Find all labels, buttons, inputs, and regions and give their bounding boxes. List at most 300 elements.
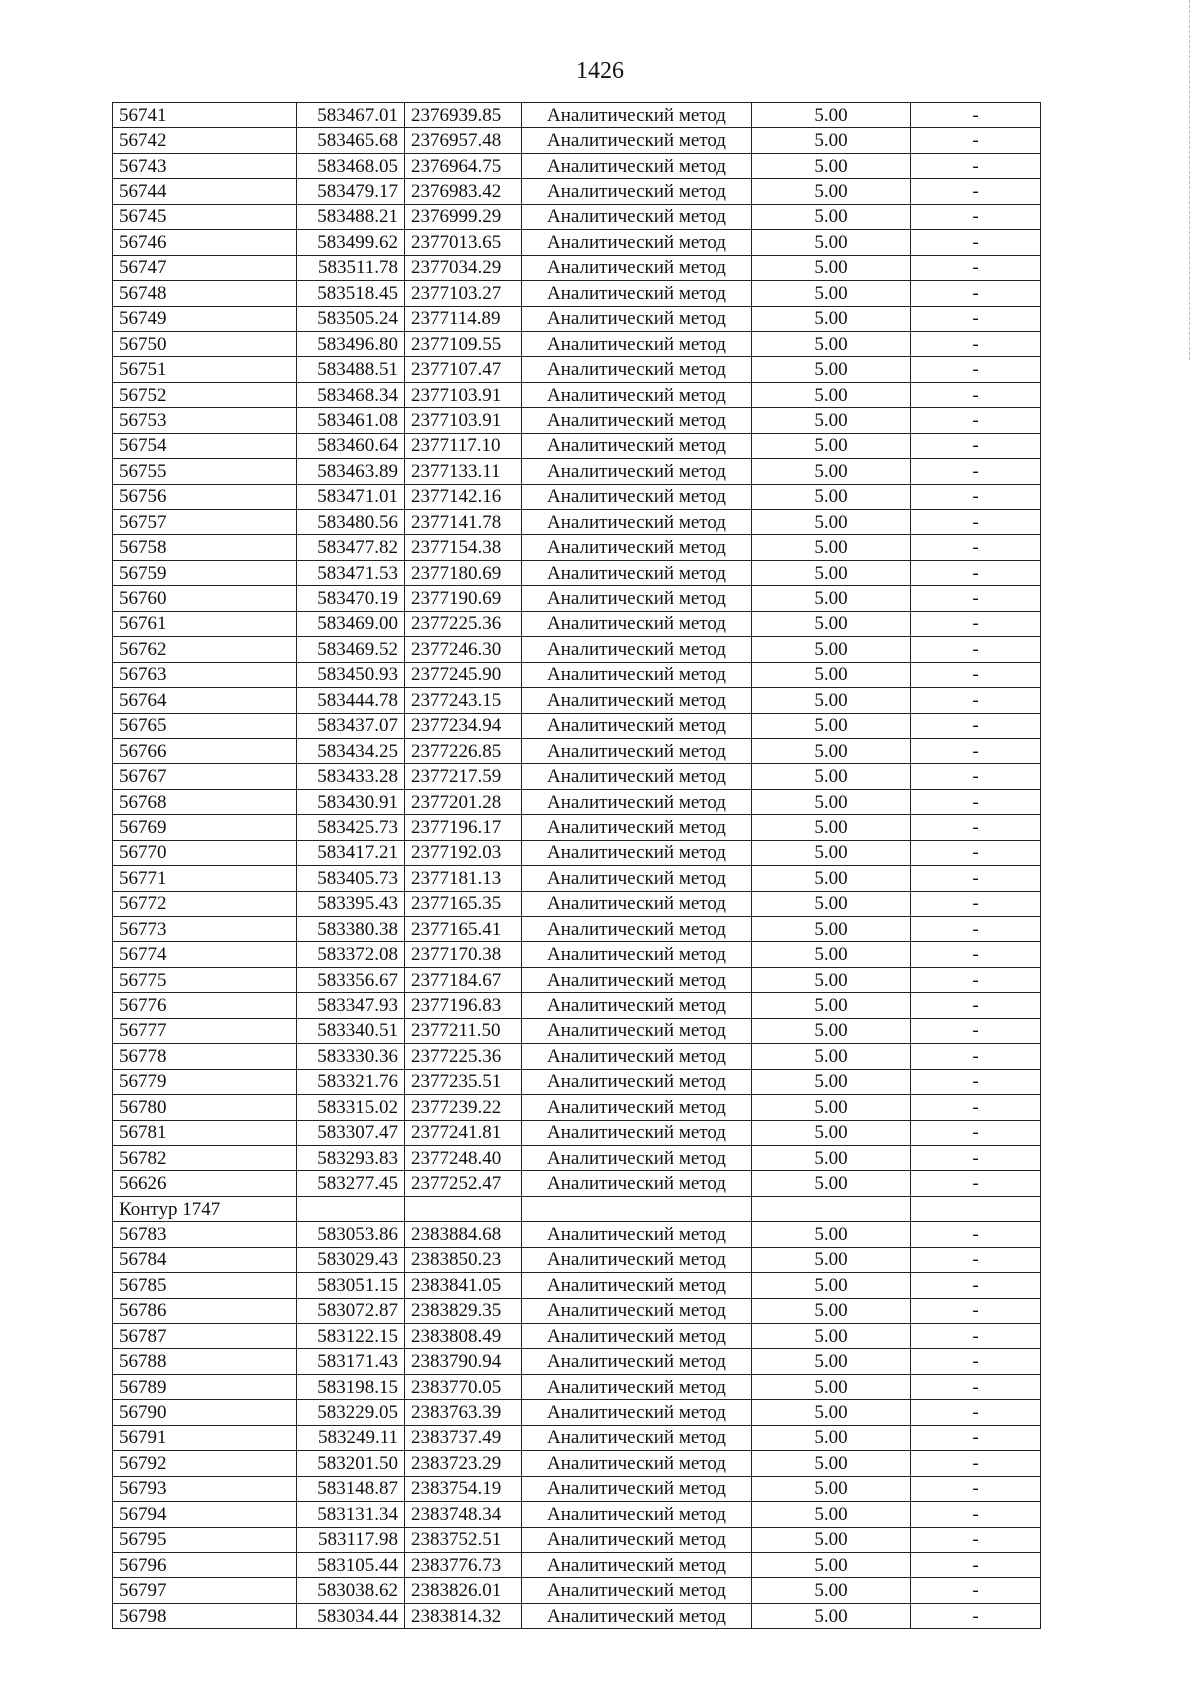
x-coordinate-cell: 583171.43 xyxy=(297,1349,405,1374)
x-coordinate-cell: 583468.05 xyxy=(297,153,405,178)
y-coordinate-cell: 2383770.05 xyxy=(405,1374,522,1399)
table-row xyxy=(113,917,1041,942)
description-cell: - xyxy=(911,1578,1041,1603)
error-cell: 5.00 xyxy=(752,128,911,153)
method-cell: Аналитический метод xyxy=(522,153,752,178)
description-cell: - xyxy=(911,840,1041,865)
error-cell: 5.00 xyxy=(752,357,911,382)
section-empty-cell xyxy=(522,1196,752,1221)
table-row xyxy=(113,1273,1041,1298)
x-coordinate-cell: 583148.87 xyxy=(297,1476,405,1501)
description-cell: - xyxy=(911,942,1041,967)
section-empty-cell xyxy=(752,1196,911,1221)
method-cell: Аналитический метод xyxy=(522,840,752,865)
method-cell: Аналитический метод xyxy=(522,230,752,255)
method-cell: Аналитический метод xyxy=(522,637,752,662)
y-coordinate-cell: 2383754.19 xyxy=(405,1476,522,1501)
error-cell: 5.00 xyxy=(752,993,911,1018)
table-row xyxy=(113,586,1041,611)
x-coordinate-cell: 583488.51 xyxy=(297,357,405,382)
table-row xyxy=(113,1171,1041,1196)
error-cell: 5.00 xyxy=(752,1044,911,1069)
x-coordinate-cell: 583480.56 xyxy=(297,510,405,535)
method-cell: Аналитический метод xyxy=(522,560,752,585)
x-coordinate-cell: 583496.80 xyxy=(297,331,405,356)
y-coordinate-cell: 2377114.89 xyxy=(405,306,522,331)
x-coordinate-cell: 583029.43 xyxy=(297,1247,405,1272)
point-id-cell: 56752 xyxy=(113,382,297,407)
x-coordinate-cell: 583051.15 xyxy=(297,1273,405,1298)
x-coordinate-cell: 583356.67 xyxy=(297,967,405,992)
error-cell: 5.00 xyxy=(752,204,911,229)
description-cell: - xyxy=(911,662,1041,687)
point-id-cell: 56757 xyxy=(113,510,297,535)
y-coordinate-cell: 2383884.68 xyxy=(405,1222,522,1247)
error-cell: 5.00 xyxy=(752,815,911,840)
description-cell: - xyxy=(911,1349,1041,1374)
table-row xyxy=(113,942,1041,967)
error-cell: 5.00 xyxy=(752,408,911,433)
description-cell: - xyxy=(911,1095,1041,1120)
y-coordinate-cell: 2377225.36 xyxy=(405,611,522,636)
section-header-row xyxy=(113,1196,1041,1221)
method-cell: Аналитический метод xyxy=(522,942,752,967)
x-coordinate-cell: 583198.15 xyxy=(297,1374,405,1399)
x-coordinate-cell: 583505.24 xyxy=(297,306,405,331)
method-cell: Аналитический метод xyxy=(522,1044,752,1069)
description-cell: - xyxy=(911,1374,1041,1399)
table-row xyxy=(113,1324,1041,1349)
point-id-cell: 56765 xyxy=(113,713,297,738)
y-coordinate-cell: 2376957.48 xyxy=(405,128,522,153)
description-cell: - xyxy=(911,1145,1041,1170)
description-cell: - xyxy=(911,1273,1041,1298)
description-cell: - xyxy=(911,1603,1041,1628)
error-cell: 5.00 xyxy=(752,1324,911,1349)
method-cell: Аналитический метод xyxy=(522,255,752,280)
description-cell: - xyxy=(911,1425,1041,1450)
y-coordinate-cell: 2383826.01 xyxy=(405,1578,522,1603)
x-coordinate-cell: 583405.73 xyxy=(297,866,405,891)
x-coordinate-cell: 583469.52 xyxy=(297,637,405,662)
table-row xyxy=(113,1018,1041,1043)
description-cell: - xyxy=(911,1120,1041,1145)
description-cell: - xyxy=(911,179,1041,204)
description-cell: - xyxy=(911,535,1041,560)
point-id-cell: 56777 xyxy=(113,1018,297,1043)
point-id-cell: 56790 xyxy=(113,1400,297,1425)
description-cell: - xyxy=(911,1476,1041,1501)
x-coordinate-cell: 583330.36 xyxy=(297,1044,405,1069)
y-coordinate-cell: 2377103.27 xyxy=(405,281,522,306)
point-id-cell: 56768 xyxy=(113,789,297,814)
y-coordinate-cell: 2377245.90 xyxy=(405,662,522,687)
error-cell: 5.00 xyxy=(752,1298,911,1323)
description-cell: - xyxy=(911,331,1041,356)
table-row xyxy=(113,1069,1041,1094)
point-id-cell: 56747 xyxy=(113,255,297,280)
y-coordinate-cell: 2377248.40 xyxy=(405,1145,522,1170)
description-cell: - xyxy=(911,611,1041,636)
method-cell: Аналитический метод xyxy=(522,128,752,153)
description-cell: - xyxy=(911,128,1041,153)
description-cell: - xyxy=(911,586,1041,611)
error-cell: 5.00 xyxy=(752,1374,911,1399)
method-cell: Аналитический метод xyxy=(522,281,752,306)
method-cell: Аналитический метод xyxy=(522,1018,752,1043)
method-cell: Аналитический метод xyxy=(522,1349,752,1374)
method-cell: Аналитический метод xyxy=(522,103,752,128)
description-cell: - xyxy=(911,1171,1041,1196)
table-row xyxy=(113,866,1041,891)
method-cell: Аналитический метод xyxy=(522,1502,752,1527)
y-coordinate-cell: 2377117.10 xyxy=(405,433,522,458)
point-id-cell: 56795 xyxy=(113,1527,297,1552)
x-coordinate-cell: 583201.50 xyxy=(297,1451,405,1476)
point-id-cell: 56797 xyxy=(113,1578,297,1603)
point-id-cell: 56785 xyxy=(113,1273,297,1298)
point-id-cell: 56775 xyxy=(113,967,297,992)
x-coordinate-cell: 583469.00 xyxy=(297,611,405,636)
y-coordinate-cell: 2377241.81 xyxy=(405,1120,522,1145)
x-coordinate-cell: 583434.25 xyxy=(297,738,405,763)
x-coordinate-cell: 583467.01 xyxy=(297,103,405,128)
table-row xyxy=(113,1044,1041,1069)
description-cell: - xyxy=(911,917,1041,942)
y-coordinate-cell: 2377246.30 xyxy=(405,637,522,662)
y-coordinate-cell: 2376983.42 xyxy=(405,179,522,204)
page-number: 1426 xyxy=(576,58,624,84)
description-cell: - xyxy=(911,408,1041,433)
y-coordinate-cell: 2383737.49 xyxy=(405,1425,522,1450)
table-row xyxy=(113,1502,1041,1527)
point-id-cell: 56742 xyxy=(113,128,297,153)
table-row xyxy=(113,637,1041,662)
point-id-cell: 56626 xyxy=(113,1171,297,1196)
y-coordinate-cell: 2383829.35 xyxy=(405,1298,522,1323)
table-row xyxy=(113,1095,1041,1120)
description-cell: - xyxy=(911,866,1041,891)
table-row xyxy=(113,738,1041,763)
y-coordinate-cell: 2377142.16 xyxy=(405,484,522,509)
point-id-cell: 56758 xyxy=(113,535,297,560)
point-id-cell: 56756 xyxy=(113,484,297,509)
x-coordinate-cell: 583117.98 xyxy=(297,1527,405,1552)
method-cell: Аналитический метод xyxy=(522,331,752,356)
method-cell: Аналитический метод xyxy=(522,1603,752,1628)
x-coordinate-cell: 583471.53 xyxy=(297,560,405,585)
method-cell: Аналитический метод xyxy=(522,1425,752,1450)
point-id-cell: 56759 xyxy=(113,560,297,585)
method-cell: Аналитический метод xyxy=(522,764,752,789)
description-cell: - xyxy=(911,484,1041,509)
error-cell: 5.00 xyxy=(752,382,911,407)
point-id-cell: 56770 xyxy=(113,840,297,865)
y-coordinate-cell: 2376999.29 xyxy=(405,204,522,229)
table-row xyxy=(113,153,1041,178)
y-coordinate-cell: 2383723.29 xyxy=(405,1451,522,1476)
table-body-after-section xyxy=(113,1222,1041,1629)
x-coordinate-cell: 583477.82 xyxy=(297,535,405,560)
description-cell: - xyxy=(911,103,1041,128)
description-cell: - xyxy=(911,255,1041,280)
point-id-cell: 56774 xyxy=(113,942,297,967)
point-id-cell: 56760 xyxy=(113,586,297,611)
error-cell: 5.00 xyxy=(752,1069,911,1094)
point-id-cell: 56769 xyxy=(113,815,297,840)
error-cell: 5.00 xyxy=(752,255,911,280)
description-cell: - xyxy=(911,1018,1041,1043)
table-row xyxy=(113,179,1041,204)
table-row xyxy=(113,306,1041,331)
y-coordinate-cell: 2377103.91 xyxy=(405,382,522,407)
error-cell: 5.00 xyxy=(752,637,911,662)
method-cell: Аналитический метод xyxy=(522,1222,752,1247)
y-coordinate-cell: 2383808.49 xyxy=(405,1324,522,1349)
y-coordinate-cell: 2377192.03 xyxy=(405,840,522,865)
error-cell: 5.00 xyxy=(752,1451,911,1476)
table-row xyxy=(113,1247,1041,1272)
table-row xyxy=(113,1425,1041,1450)
y-coordinate-cell: 2376964.75 xyxy=(405,153,522,178)
table-row xyxy=(113,255,1041,280)
method-cell: Аналитический метод xyxy=(522,1552,752,1577)
table-row xyxy=(113,1451,1041,1476)
x-coordinate-cell: 583105.44 xyxy=(297,1552,405,1577)
table-row xyxy=(113,789,1041,814)
point-id-cell: 56766 xyxy=(113,738,297,763)
x-coordinate-cell: 583468.34 xyxy=(297,382,405,407)
section-empty-cell xyxy=(405,1196,522,1221)
y-coordinate-cell: 2377181.13 xyxy=(405,866,522,891)
table-row xyxy=(113,357,1041,382)
error-cell: 5.00 xyxy=(752,688,911,713)
point-id-cell: 56763 xyxy=(113,662,297,687)
description-cell: - xyxy=(911,459,1041,484)
error-cell: 5.00 xyxy=(752,611,911,636)
y-coordinate-cell: 2383841.05 xyxy=(405,1273,522,1298)
description-cell: - xyxy=(911,1222,1041,1247)
method-cell: Аналитический метод xyxy=(522,917,752,942)
description-cell: - xyxy=(911,306,1041,331)
x-coordinate-cell: 583321.76 xyxy=(297,1069,405,1094)
point-id-cell: 56744 xyxy=(113,179,297,204)
description-cell: - xyxy=(911,1324,1041,1349)
point-id-cell: 56771 xyxy=(113,866,297,891)
x-coordinate-cell: 583425.73 xyxy=(297,815,405,840)
point-id-cell: 56754 xyxy=(113,433,297,458)
point-id-cell: 56784 xyxy=(113,1247,297,1272)
y-coordinate-cell: 2377190.69 xyxy=(405,586,522,611)
y-coordinate-cell: 2377180.69 xyxy=(405,560,522,585)
x-coordinate-cell: 583131.34 xyxy=(297,1502,405,1527)
method-cell: Аналитический метод xyxy=(522,662,752,687)
section-empty-cell xyxy=(297,1196,405,1221)
table-row xyxy=(113,1145,1041,1170)
x-coordinate-cell: 583461.08 xyxy=(297,408,405,433)
y-coordinate-cell: 2377252.47 xyxy=(405,1171,522,1196)
description-cell: - xyxy=(911,1502,1041,1527)
error-cell: 5.00 xyxy=(752,713,911,738)
error-cell: 5.00 xyxy=(752,840,911,865)
point-id-cell: 56751 xyxy=(113,357,297,382)
table-row xyxy=(113,128,1041,153)
table-row xyxy=(113,1298,1041,1323)
method-cell: Аналитический метод xyxy=(522,1247,752,1272)
method-cell: Аналитический метод xyxy=(522,1145,752,1170)
table-row xyxy=(113,1374,1041,1399)
scan-edge-mark xyxy=(1189,0,1192,360)
error-cell: 5.00 xyxy=(752,1476,911,1501)
description-cell: - xyxy=(911,713,1041,738)
point-id-cell: 56798 xyxy=(113,1603,297,1628)
error-cell: 5.00 xyxy=(752,459,911,484)
table-row xyxy=(113,103,1041,128)
method-cell: Аналитический метод xyxy=(522,713,752,738)
method-cell: Аналитический метод xyxy=(522,408,752,433)
error-cell: 5.00 xyxy=(752,1425,911,1450)
table-row xyxy=(113,382,1041,407)
point-id-cell: 56773 xyxy=(113,917,297,942)
method-cell: Аналитический метод xyxy=(522,1273,752,1298)
table-row xyxy=(113,204,1041,229)
error-cell: 5.00 xyxy=(752,230,911,255)
x-coordinate-cell: 583347.93 xyxy=(297,993,405,1018)
table-row xyxy=(113,1552,1041,1577)
y-coordinate-cell: 2377226.85 xyxy=(405,738,522,763)
section-label: Контур 1747 xyxy=(113,1196,297,1221)
point-id-cell: 56772 xyxy=(113,891,297,916)
table-row xyxy=(113,1476,1041,1501)
x-coordinate-cell: 583249.11 xyxy=(297,1425,405,1450)
method-cell: Аналитический метод xyxy=(522,484,752,509)
point-id-cell: 56749 xyxy=(113,306,297,331)
error-cell: 5.00 xyxy=(752,764,911,789)
error-cell: 5.00 xyxy=(752,1222,911,1247)
point-id-cell: 56792 xyxy=(113,1451,297,1476)
table-row xyxy=(113,1400,1041,1425)
error-cell: 5.00 xyxy=(752,789,911,814)
point-id-cell: 56794 xyxy=(113,1502,297,1527)
y-coordinate-cell: 2383748.34 xyxy=(405,1502,522,1527)
method-cell: Аналитический метод xyxy=(522,815,752,840)
table-row xyxy=(113,993,1041,1018)
x-coordinate-cell: 583430.91 xyxy=(297,789,405,814)
x-coordinate-cell: 583293.83 xyxy=(297,1145,405,1170)
table-row xyxy=(113,840,1041,865)
error-cell: 5.00 xyxy=(752,738,911,763)
point-id-cell: 56781 xyxy=(113,1120,297,1145)
x-coordinate-cell: 583038.62 xyxy=(297,1578,405,1603)
y-coordinate-cell: 2377133.11 xyxy=(405,459,522,484)
x-coordinate-cell: 583315.02 xyxy=(297,1095,405,1120)
error-cell: 5.00 xyxy=(752,535,911,560)
point-id-cell: 56753 xyxy=(113,408,297,433)
x-coordinate-cell: 583470.19 xyxy=(297,586,405,611)
method-cell: Аналитический метод xyxy=(522,1476,752,1501)
method-cell: Аналитический метод xyxy=(522,357,752,382)
method-cell: Аналитический метод xyxy=(522,306,752,331)
description-cell: - xyxy=(911,815,1041,840)
description-cell: - xyxy=(911,153,1041,178)
y-coordinate-cell: 2377234.94 xyxy=(405,713,522,738)
y-coordinate-cell: 2377165.41 xyxy=(405,917,522,942)
description-cell: - xyxy=(911,1044,1041,1069)
table-row xyxy=(113,764,1041,789)
point-id-cell: 56743 xyxy=(113,153,297,178)
method-cell: Аналитический метод xyxy=(522,433,752,458)
error-cell: 5.00 xyxy=(752,891,911,916)
y-coordinate-cell: 2377235.51 xyxy=(405,1069,522,1094)
error-cell: 5.00 xyxy=(752,942,911,967)
table-row xyxy=(113,408,1041,433)
x-coordinate-cell: 583277.45 xyxy=(297,1171,405,1196)
x-coordinate-cell: 583450.93 xyxy=(297,662,405,687)
point-id-cell: 56776 xyxy=(113,993,297,1018)
point-id-cell: 56761 xyxy=(113,611,297,636)
error-cell: 5.00 xyxy=(752,484,911,509)
point-id-cell: 56783 xyxy=(113,1222,297,1247)
y-coordinate-cell: 2383814.32 xyxy=(405,1603,522,1628)
error-cell: 5.00 xyxy=(752,967,911,992)
error-cell: 5.00 xyxy=(752,586,911,611)
x-coordinate-cell: 583471.01 xyxy=(297,484,405,509)
table-row xyxy=(113,891,1041,916)
error-cell: 5.00 xyxy=(752,1552,911,1577)
point-id-cell: 56788 xyxy=(113,1349,297,1374)
table-row xyxy=(113,1222,1041,1247)
table-row xyxy=(113,331,1041,356)
error-cell: 5.00 xyxy=(752,1095,911,1120)
x-coordinate-cell: 583372.08 xyxy=(297,942,405,967)
error-cell: 5.00 xyxy=(752,331,911,356)
description-cell: - xyxy=(911,204,1041,229)
description-cell: - xyxy=(911,1069,1041,1094)
method-cell: Аналитический метод xyxy=(522,1400,752,1425)
point-id-cell: 56778 xyxy=(113,1044,297,1069)
x-coordinate-cell: 583511.78 xyxy=(297,255,405,280)
method-cell: Аналитический метод xyxy=(522,789,752,814)
x-coordinate-cell: 583465.68 xyxy=(297,128,405,153)
error-cell: 5.00 xyxy=(752,1603,911,1628)
x-coordinate-cell: 583460.64 xyxy=(297,433,405,458)
x-coordinate-cell: 583417.21 xyxy=(297,840,405,865)
y-coordinate-cell: 2377165.35 xyxy=(405,891,522,916)
coordinates-table xyxy=(112,102,1041,1629)
point-id-cell: 56767 xyxy=(113,764,297,789)
error-cell: 5.00 xyxy=(752,433,911,458)
error-cell: 5.00 xyxy=(752,1273,911,1298)
table-row xyxy=(113,662,1041,687)
description-cell: - xyxy=(911,738,1041,763)
y-coordinate-cell: 2377013.65 xyxy=(405,230,522,255)
description-cell: - xyxy=(911,1247,1041,1272)
y-coordinate-cell: 2377154.38 xyxy=(405,535,522,560)
table-row xyxy=(113,1120,1041,1145)
method-cell: Аналитический метод xyxy=(522,1120,752,1145)
point-id-cell: 56755 xyxy=(113,459,297,484)
y-coordinate-cell: 2377170.38 xyxy=(405,942,522,967)
error-cell: 5.00 xyxy=(752,1171,911,1196)
method-cell: Аналитический метод xyxy=(522,866,752,891)
x-coordinate-cell: 583380.38 xyxy=(297,917,405,942)
description-cell: - xyxy=(911,891,1041,916)
table-row xyxy=(113,688,1041,713)
description-cell: - xyxy=(911,688,1041,713)
y-coordinate-cell: 2377211.50 xyxy=(405,1018,522,1043)
method-cell: Аналитический метод xyxy=(522,510,752,535)
method-cell: Аналитический метод xyxy=(522,1578,752,1603)
